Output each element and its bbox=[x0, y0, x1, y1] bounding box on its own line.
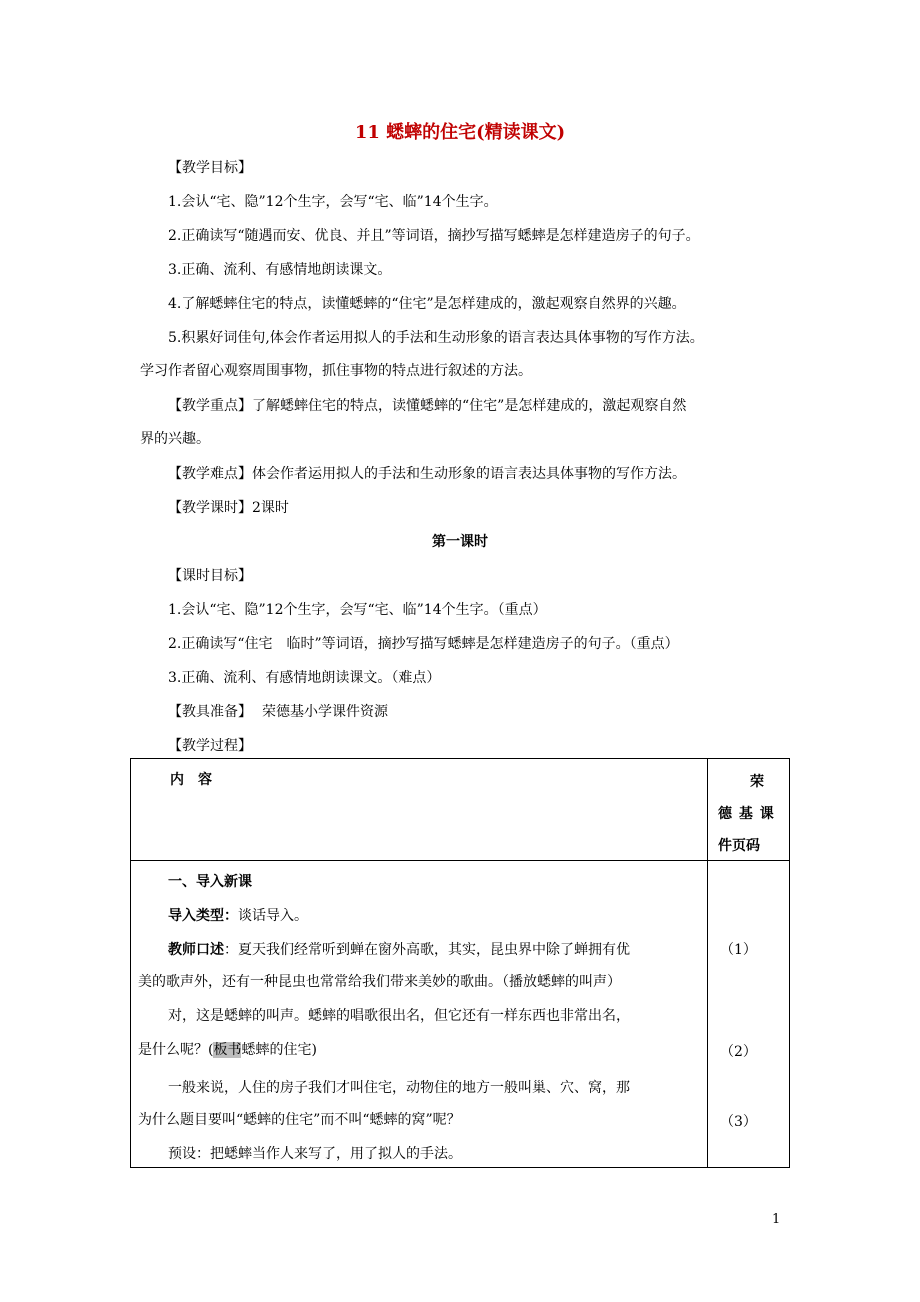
table-divider bbox=[707, 758, 708, 1168]
objective-item: 4.了解蟋蟀住宅的特点，读懂蟋蟀的“住宅”是怎样建成的，激起观察自然界的兴趣。 bbox=[168, 296, 686, 312]
table-border bbox=[130, 758, 790, 759]
objective-item: 5.积累好词佳句,体会作者运用拟人的手法和生动形象的语言表达具体事物的写作方法。 bbox=[168, 330, 704, 346]
lesson-objectives-heading: 【课时目标】 bbox=[168, 568, 252, 584]
paragraph-text: 蟋蟀的住宅) bbox=[241, 1042, 317, 1058]
difficulty-text: 体会作者运用拟人的手法和生动形象的语言表达具体事物的写作方法。 bbox=[252, 466, 686, 482]
intro-type-text: 谈话导入。 bbox=[238, 908, 308, 924]
objective-item: 1.会认“宅、隐”12个生字，会写“宅、临”14个生字。 bbox=[168, 194, 498, 210]
section-title: 一、导入新课 bbox=[168, 874, 252, 890]
paragraph-continued bbox=[138, 1040, 317, 1060]
materials-text: 荣德基小学课件资源 bbox=[262, 704, 388, 720]
teacher-text: ：夏天我们经常听到蝉在窗外高歌，其实，昆虫界中除了蝉拥有优 bbox=[224, 942, 630, 958]
page-number: 1 bbox=[772, 1212, 781, 1227]
courseware-ref: （1） bbox=[720, 942, 757, 958]
highlighted-text: 板书 bbox=[213, 1042, 242, 1058]
header-side: 荣 bbox=[750, 774, 764, 790]
document-title: 11 蟋蟀的住宅(精读课文) bbox=[354, 122, 566, 143]
preset-answer: 预设：把蟋蟀当作人来写了，用了拟人的手法。 bbox=[168, 1146, 462, 1162]
process-heading: 【教学过程】 bbox=[168, 738, 252, 754]
materials-label: 【教具准备】 bbox=[168, 704, 252, 720]
objective-item-continued: 学习作者留心观察周围事物，抓住事物的特点进行叙述的方法。 bbox=[140, 363, 532, 379]
lesson-one-heading: 第一课时 bbox=[432, 534, 488, 550]
teacher-narration-continued: 美的歌声外，还有一种昆虫也常常给我们带来美妙的歌曲。（播放蟋蟀的叫声） bbox=[138, 974, 621, 990]
key-point bbox=[168, 396, 686, 416]
courseware-ref: （3） bbox=[720, 1114, 757, 1130]
table-border bbox=[130, 758, 131, 1168]
courseware-ref: （2） bbox=[720, 1044, 757, 1060]
header-side: 德 基 课 bbox=[718, 806, 775, 822]
key-point-text: 了解蟋蟀住宅的特点，读懂蟋蟀的“住宅”是怎样建成的，激起观察自然 bbox=[252, 398, 687, 414]
materials bbox=[168, 702, 388, 722]
table-divider bbox=[130, 860, 790, 861]
teaching-process-table bbox=[130, 758, 790, 1168]
table-border bbox=[789, 758, 790, 1168]
difficulty-label: 【教学难点】 bbox=[168, 466, 252, 482]
key-point-continued: 界的兴趣。 bbox=[140, 431, 210, 447]
lesson-objective-item: 2.正确读写“住宅 临时”等词语，摘抄写描写蟋蟀是怎样建造房子的句子。（重点） bbox=[168, 636, 679, 652]
paragraph: 对，这是蟋蟀的叫声。蟋蟀的唱歌很出名，但它还有一样东西也非常出名， bbox=[168, 1008, 630, 1024]
teacher-narration bbox=[168, 940, 630, 960]
paragraph-text: 是什么呢？( bbox=[138, 1042, 214, 1058]
intro-type-label: 导入类型： bbox=[168, 908, 238, 924]
key-point-label: 【教学重点】 bbox=[168, 398, 252, 414]
objective-item: 3.正确、流利、有感情地朗读课文。 bbox=[168, 262, 392, 278]
lesson-hours bbox=[168, 498, 289, 518]
intro-type bbox=[168, 906, 308, 926]
objectives-heading: 【教学目标】 bbox=[168, 160, 252, 176]
header-content: 内 容 bbox=[170, 772, 212, 788]
paragraph: 一般来说，人住的房子我们才叫住宅，动物住的地方一般叫巢、穴、窝，那 bbox=[168, 1080, 630, 1096]
hours-text: 2课时 bbox=[252, 500, 289, 516]
header-side: 件页码 bbox=[718, 838, 760, 854]
objective-item: 2.正确读写“随遇而安、优良、并且”等词语，摘抄写描写蟋蟀是怎样建造房子的句子。 bbox=[168, 228, 700, 244]
lesson-objective-item: 1.会认“宅、隐”12个生字，会写“宅、临”14个生字。（重点） bbox=[168, 602, 547, 618]
paragraph-continued: 为什么题目要叫“蟋蟀的住宅”而不叫“蟋蟀的窝”呢？ bbox=[138, 1112, 461, 1128]
teacher-label: 教师口述 bbox=[168, 942, 224, 958]
difficulty bbox=[168, 464, 686, 484]
table-border bbox=[130, 1167, 790, 1168]
hours-label: 【教学课时】 bbox=[168, 500, 252, 516]
lesson-objective-item: 3.正确、流利、有感情地朗读课文。（难点） bbox=[168, 670, 441, 686]
